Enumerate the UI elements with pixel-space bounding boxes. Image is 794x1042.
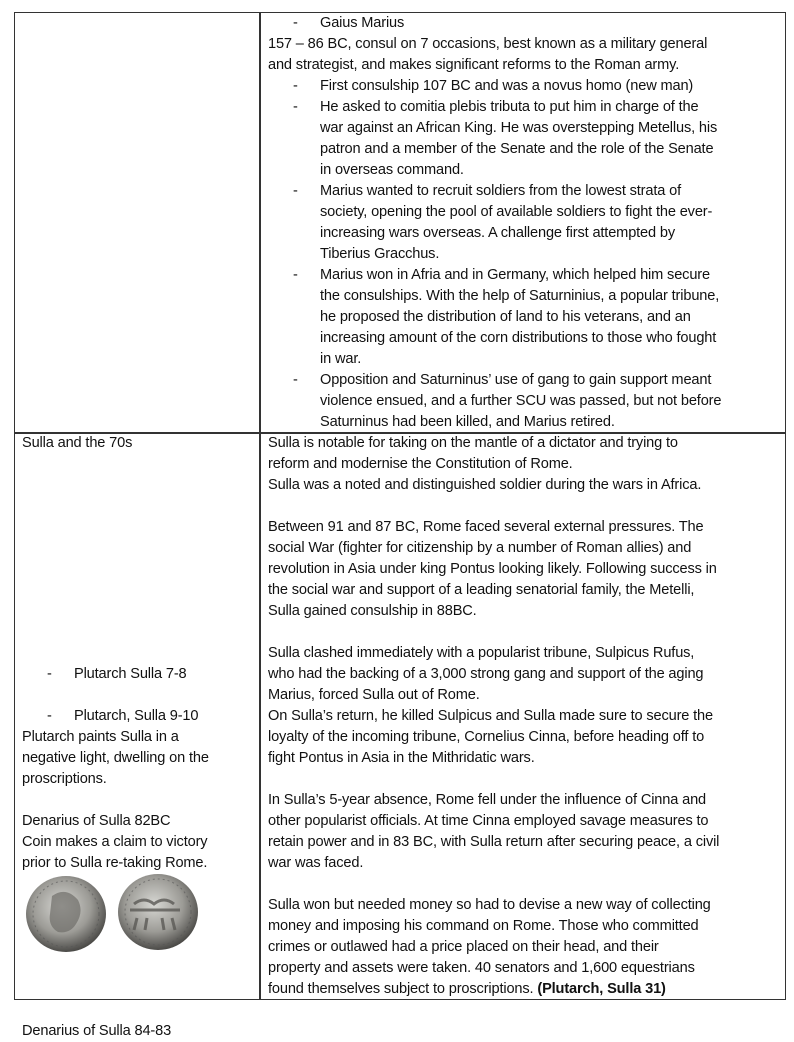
blank-line xyxy=(22,979,257,1000)
coin-reverse-image xyxy=(118,874,198,950)
line-text: Denarius of Sulla 84-83 xyxy=(22,1023,172,1039)
line-text: Marius won in Afria and in Germany, which helped him secure xyxy=(320,267,710,283)
coin-obverse-image xyxy=(26,876,106,952)
line-text: Plutarch paints Sulla in a xyxy=(22,729,179,745)
bullet-dash: - xyxy=(293,267,298,283)
sulla-notes-cell xyxy=(268,433,783,1000)
bullet-item-line xyxy=(268,118,783,139)
blank-line xyxy=(22,643,257,664)
sulla-sources-cell xyxy=(22,433,257,1042)
line-text: proscriptions. xyxy=(22,771,107,787)
source-note xyxy=(22,727,257,748)
paragraph-line xyxy=(268,748,783,769)
source-item xyxy=(22,664,257,685)
blank-line xyxy=(22,454,257,475)
paragraph-line xyxy=(268,34,783,55)
paragraph-line xyxy=(268,979,783,1000)
line-text: Plutarch Sulla 7-8 xyxy=(74,666,187,682)
bullet-item-line xyxy=(268,307,783,328)
bullet-item-line xyxy=(268,370,783,391)
line-text: found themselves subject to proscriptions. xyxy=(268,981,538,997)
paragraph-line xyxy=(268,559,783,580)
line-text: social War (fighter for citizenship by a number of Roman allies) and xyxy=(268,540,692,556)
bullet-dash: - xyxy=(293,99,298,115)
line-text: Sulla clashed immediately with a popularist tribune, Sulpicus Rufus, xyxy=(268,645,695,661)
line-text: 157 – 86 BC, consul on 7 occasions, best known as a military general xyxy=(268,36,708,52)
blank-line xyxy=(22,622,257,643)
bullet-item-line xyxy=(268,328,783,349)
coin-caption xyxy=(22,1021,257,1042)
line-text: Sulla was a noted and distinguished soldier during the wars in Africa. xyxy=(268,477,702,493)
coin-caption xyxy=(22,811,257,832)
paragraph-line xyxy=(268,517,783,538)
line-text: war against an African King. He was overstepping Metellus, his xyxy=(320,120,718,136)
line-text: In Sulla’s 5-year absence, Rome fell under the influence of Cinna and xyxy=(268,792,707,808)
bullet-item-line xyxy=(268,97,783,118)
paragraph-line xyxy=(268,475,783,496)
blank-line xyxy=(22,601,257,622)
line-text: Coin makes a claim to victory xyxy=(22,834,208,850)
blank-line xyxy=(268,874,783,895)
line-text: the social war and support of a leading senatorial family, the Metelli, xyxy=(268,582,695,598)
line-text: Marius wanted to recruit soldiers from the lowest strata of xyxy=(320,183,682,199)
line-text: war was faced. xyxy=(268,855,364,871)
bullet-item-line xyxy=(268,181,783,202)
bullet-item-line xyxy=(268,412,783,433)
line-text: crimes or outlawed had a price placed on their head, and their xyxy=(268,939,659,955)
line-text: fight Pontus in Asia in the Mithridatic wars. xyxy=(268,750,535,766)
line-text: violence ensued, and a further SCU was passed, but not before xyxy=(320,393,722,409)
source-note xyxy=(22,748,257,769)
paragraph-line xyxy=(268,454,783,475)
coin-note xyxy=(22,853,257,874)
bullet-item-line xyxy=(268,349,783,370)
line-text: in overseas command. xyxy=(320,162,464,178)
line-text: Sulla gained consulship in 88BC. xyxy=(268,603,477,619)
bullet-item-line xyxy=(268,160,783,181)
line-text: Plutarch, Sulla 9-10 xyxy=(74,708,199,724)
coin-note xyxy=(22,832,257,853)
blank-line xyxy=(268,769,783,790)
blank-line xyxy=(22,790,257,811)
bullet-item-line xyxy=(268,265,783,286)
line-text: who had the backing of a 3,000 strong gang and support of the aging xyxy=(268,666,704,682)
bullet-item-line xyxy=(268,13,783,34)
line-text: On Sulla’s return, he killed Sulpicus and Sulla made sure to secure the xyxy=(268,708,713,724)
paragraph-line xyxy=(268,706,783,727)
paragraph-line xyxy=(268,853,783,874)
line-text: Saturninus had been killed, and Marius retired. xyxy=(320,414,615,430)
paragraph-line xyxy=(268,601,783,622)
section-heading xyxy=(22,433,257,454)
bullet-item-line xyxy=(268,139,783,160)
blank-line xyxy=(22,517,257,538)
line-text: money and imposing his command on Rome. Those who committed xyxy=(268,918,699,934)
paragraph-line xyxy=(268,727,783,748)
paragraph-line xyxy=(268,958,783,979)
citation: (Plutarch, Sulla 31) xyxy=(537,981,666,997)
bullet-item-line xyxy=(268,286,783,307)
line-text: reform and modernise the Constitution of Rome. xyxy=(268,456,573,472)
line-text: loyalty of the incoming tribune, Cornelius Cinna, before heading off to xyxy=(268,729,705,745)
bullet-dash: - xyxy=(293,15,298,31)
marius-notes-cell xyxy=(268,13,783,433)
bullet-item-line xyxy=(268,244,783,265)
bullet-dash: - xyxy=(293,372,298,388)
paragraph-line xyxy=(268,790,783,811)
line-text: society, opening the pool of available soldiers to fight the ever- xyxy=(320,204,713,220)
paragraph-line xyxy=(268,433,783,454)
paragraph-line xyxy=(268,643,783,664)
blank-line xyxy=(22,958,257,979)
source-note xyxy=(22,769,257,790)
line-text: in war. xyxy=(320,351,362,367)
line-text: He asked to comitia plebis tributa to put him in charge of the xyxy=(320,99,699,115)
blank-line xyxy=(22,475,257,496)
line-text: Sulla and the 70s xyxy=(22,435,133,451)
blank-line xyxy=(22,559,257,580)
blank-line xyxy=(22,685,257,706)
paragraph-line xyxy=(268,580,783,601)
line-text: Tiberius Gracchus. xyxy=(320,246,440,262)
column-divider xyxy=(259,12,261,1000)
paragraph-line xyxy=(268,937,783,958)
blank-line xyxy=(22,538,257,559)
line-text: other popularist officials. At time Cinna employed savage measures to xyxy=(268,813,709,829)
paragraph-line xyxy=(268,685,783,706)
line-text: revolution in Asia under king Pontus looking likely. Following success in xyxy=(268,561,717,577)
line-text: he proposed the distribution of land to his veterans, and an xyxy=(320,309,691,325)
line-text: property and assets were taken. 40 senators and 1,600 equestrians xyxy=(268,960,695,976)
paragraph-line xyxy=(268,664,783,685)
paragraph-line xyxy=(268,811,783,832)
paragraph-line xyxy=(268,538,783,559)
bullet-dash: - xyxy=(293,183,298,199)
line-text: negative light, dwelling on the xyxy=(22,750,209,766)
bullet-item-line xyxy=(268,391,783,412)
bullet-item-line xyxy=(268,202,783,223)
bullet-item-line xyxy=(268,76,783,97)
bullet-dash: - xyxy=(47,708,52,724)
line-text: Marius, forced Sulla out of Rome. xyxy=(268,687,480,703)
line-text: increasing wars overseas. A challenge first attempted by xyxy=(320,225,676,241)
paragraph-line xyxy=(268,55,783,76)
line-text: retain power and in 83 BC, with Sulla return after securing peace, a civil xyxy=(268,834,720,850)
line-text: Gaius Marius xyxy=(320,15,405,31)
blank-line xyxy=(22,580,257,601)
bullet-dash: - xyxy=(293,78,298,94)
bullet-dash: - xyxy=(47,666,52,682)
blank-line xyxy=(268,622,783,643)
line-text: Sulla won but needed money so had to devise a new way of collecting xyxy=(268,897,711,913)
paragraph-line xyxy=(268,895,783,916)
line-text: Opposition and Saturninus’ use of gang to gain support meant xyxy=(320,372,712,388)
blank-line xyxy=(268,496,783,517)
paragraph-line xyxy=(268,916,783,937)
line-text: and strategist, and makes significant reforms to the Roman army. xyxy=(268,57,680,73)
line-text: Between 91 and 87 BC, Rome faced several external pressures. The xyxy=(268,519,704,535)
line-text: the consulships. With the help of Saturninius, a popular tribune, xyxy=(320,288,720,304)
coin-images xyxy=(22,874,257,958)
line-text: Sulla is notable for taking on the mantle of a dictator and trying to xyxy=(268,435,678,451)
line-text: First consulship 107 BC and was a novus homo (new man) xyxy=(320,78,694,94)
line-text: increasing amount of the corn distributions to those who fought xyxy=(320,330,717,346)
line-text: prior to Sulla re-taking Rome. xyxy=(22,855,208,871)
blank-line xyxy=(22,496,257,517)
source-item xyxy=(22,706,257,727)
line-text: patron and a member of the Senate and the role of the Senate xyxy=(320,141,714,157)
bullet-item-line xyxy=(268,223,783,244)
line-text: Denarius of Sulla 82BC xyxy=(22,813,171,829)
paragraph-line xyxy=(268,832,783,853)
